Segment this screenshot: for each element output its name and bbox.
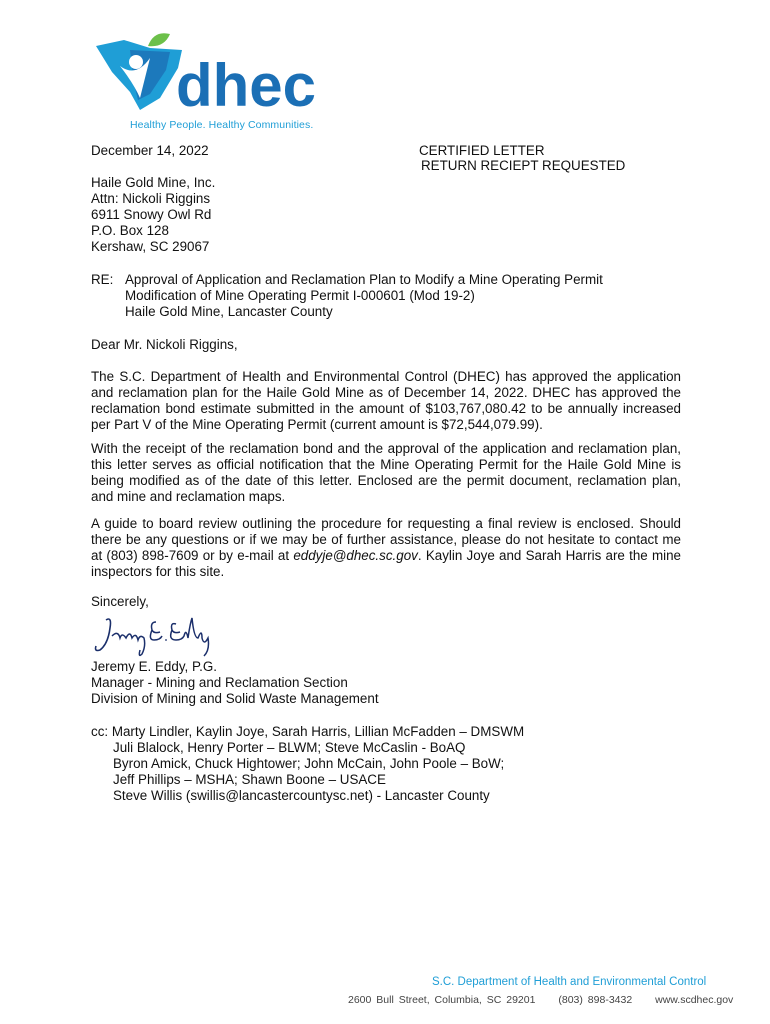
certified-letter-label: CERTIFIED LETTER [419, 143, 545, 158]
cc-line: cc: Marty Lindler, Kaylin Joye, Sarah Harris, Lillian McFadden – DMSWM [91, 724, 525, 739]
cc-line: Jeff Phillips – MSHA; Shawn Boone – USACE [113, 772, 386, 787]
return-receipt-label: RETURN RECIEPT REQUESTED [421, 158, 626, 173]
letter-date: December 14, 2022 [91, 143, 209, 158]
signer-title: Manager - Mining and Reclamation Section [91, 675, 348, 690]
contact-text-end: . Kaylin Joye and Sarah Harris are the mine inspectors for this site. [91, 548, 681, 579]
paragraph-contact [91, 516, 681, 580]
address-line: Attn: Nickoli Riggins [91, 191, 211, 206]
cc-line: Steve Willis (swillis@lancastercountysc.net) - Lancaster County [113, 788, 490, 803]
closing: Sincerely, [91, 594, 149, 609]
address-line: Haile Gold Mine, Inc. [91, 175, 216, 190]
footer-website-link[interactable]: www.scdhec.gov [655, 994, 734, 1006]
leaf-icon [148, 33, 170, 46]
footer-contact [348, 994, 751, 1006]
address-line: Kershaw, SC 29067 [91, 239, 210, 254]
re-line: Modification of Mine Operating Permit I-000601 (Mod 19-2) [125, 288, 475, 303]
paragraph-approval: The S.C. Department of Health and Environmental Control (DHEC) has approved the application and reclamation plan for the Haile Gold Mine as of December 14, 2022. DHEC has approved the reclamation bond estimate submitted in the amount of $103,767,080.42 to be annually increased per Part V of the Mine Operating Permit (current amount is $72,544,079.99). [91, 369, 681, 432]
footer-address: 2600 Bull Street, Columbia, SC 29201 [348, 994, 536, 1006]
contact-email-link[interactable]: eddyje@dhec.sc.gov [293, 548, 418, 563]
re-line: Approval of Application and Reclamation Plan to Modify a Mine Operating Permit [125, 272, 603, 287]
re-label: RE: [91, 272, 114, 287]
logo-wordmark: dhec [176, 52, 317, 119]
re-line: Haile Gold Mine, Lancaster County [125, 304, 333, 319]
handwritten-signature [92, 610, 222, 660]
cc-list [113, 740, 504, 804]
re-subject [125, 272, 603, 320]
footer-org: S.C. Department of Health and Environmental Control [432, 976, 707, 988]
logo-tagline: Healthy People. Healthy Communities. [130, 119, 314, 131]
cc-line: Byron Amick, Chuck Hightower; John McCain, John Poole – BoW; [113, 756, 505, 771]
signer-division: Division of Mining and Solid Waste Management [91, 691, 379, 706]
address-line: 6911 Snowy Owl Rd [91, 207, 212, 222]
signer-block [91, 659, 379, 707]
signer-name: Jeremy E. Eddy, P.G. [91, 659, 218, 674]
paragraph-notification: With the receipt of the reclamation bond and the approval of the application and reclamation plan, this letter serves as official notification that the Mine Operating Permit for the Haile Gold Mine is being modified as of the date of this letter. Enclosed are the permit document, reclamation plan, and mine and reclamation maps. [91, 441, 681, 504]
recipient-address [91, 175, 215, 255]
address-line: P.O. Box 128 [91, 223, 169, 238]
salutation: Dear Mr. Nickoli Riggins, [91, 337, 238, 352]
contact-text: A guide to board review outlining the procedure for requesting a final review is enclosed. Should there be any questions or if we may be of further assistance, please do not hesitate to contact me at (803) 898-7609 or by e-mail at [91, 516, 681, 563]
cc-line: Juli Blalock, Henry Porter – BLWM; Steve McCaslin - BoAQ [113, 740, 466, 755]
footer-phone: (803) 898-3432 [558, 994, 633, 1006]
